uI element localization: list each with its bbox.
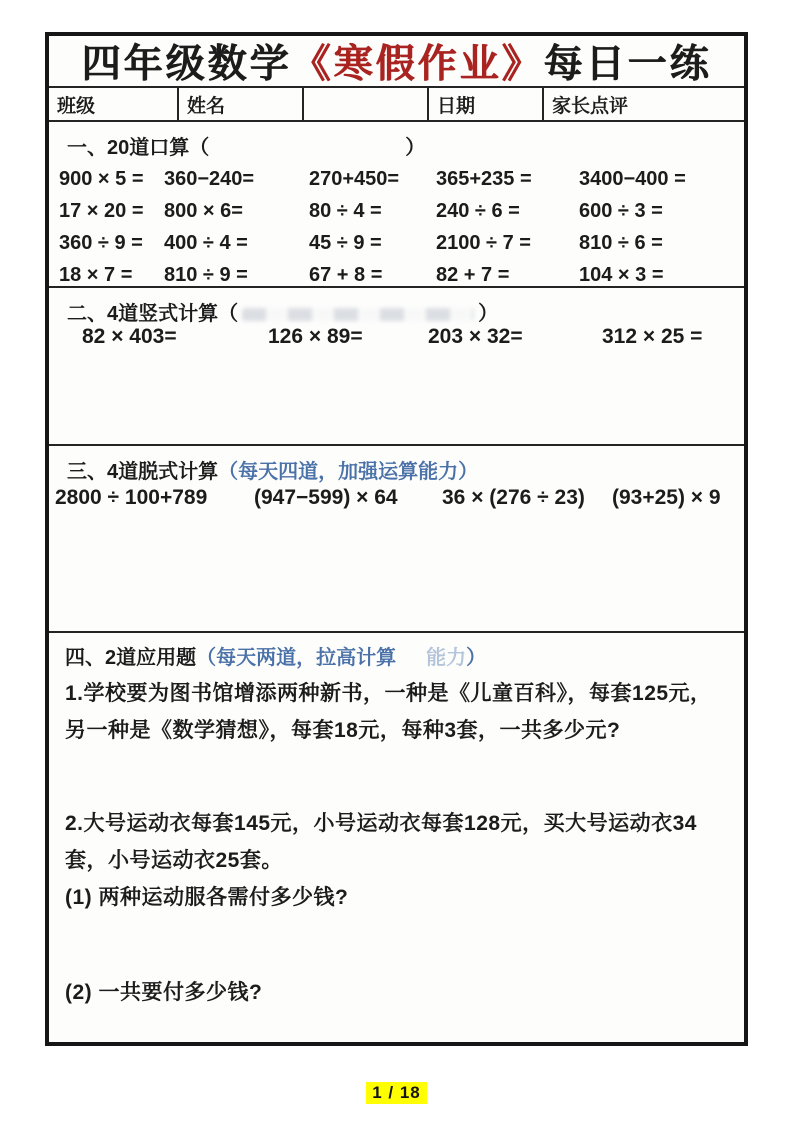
oral-problems-grid <box>49 168 744 287</box>
parent-review-cell <box>544 88 744 120</box>
worksheet-title <box>49 36 744 88</box>
vertical-problem: 126 × 89= <box>268 325 363 348</box>
oral-problem: 810 ÷ 6 = <box>579 232 663 254</box>
date-label: 日期 <box>437 95 476 117</box>
paren-close: ） <box>458 461 479 483</box>
oral-problem: 810 ÷ 9 = <box>164 264 248 286</box>
paren-open: （ <box>196 647 217 669</box>
word-problem-2-question-2: (2) 一共要付多少钱? <box>65 981 263 1004</box>
oral-problem: 2100 ÷ 7 = <box>436 232 531 254</box>
parent-review-label: 家长点评 <box>552 95 629 117</box>
oral-heading-text: 一、20道口算 <box>67 137 190 159</box>
oral-problem: 104 × 3 = <box>579 264 664 286</box>
class-label: 班级 <box>57 95 96 117</box>
word-note: 每天两道，拉高计算 <box>216 647 397 669</box>
oral-problem: 17 × 20 = <box>59 200 144 222</box>
oral-problem: 600 ÷ 3 = <box>579 200 663 222</box>
oral-problem: 900 × 5 = <box>59 168 144 190</box>
paren-open: （ <box>218 461 239 483</box>
paren-close: ） <box>478 303 499 325</box>
stepwise-problem: (947−599) × 64 <box>254 486 398 509</box>
name-cell <box>179 88 304 120</box>
section-oral-heading <box>49 122 744 160</box>
blank-cell <box>304 88 429 120</box>
title-book-name: 《寒假作业》 <box>291 43 544 86</box>
section-word-problems <box>49 633 744 1042</box>
title-prefix: 四年级数学 <box>81 43 292 86</box>
word-heading-text: 四、2道应用题 <box>65 647 197 669</box>
section-word-heading <box>65 641 728 670</box>
section-vertical-calc <box>49 288 744 446</box>
section-stepwise-calc <box>49 446 744 633</box>
stepwise-problem: 36 × (276 ÷ 23) <box>442 486 585 509</box>
oral-problem: 45 ÷ 9 = <box>309 232 382 254</box>
oral-problem: 18 × 7 = <box>59 264 133 286</box>
oral-problem: 400 ÷ 4 = <box>164 232 248 254</box>
date-cell <box>429 88 544 120</box>
vertical-problem: 312 × 25 = <box>602 325 703 348</box>
oral-problem: 80 ÷ 4 = <box>309 200 382 222</box>
paren-close: ） <box>466 647 487 669</box>
word-problem-2-question-1: (1) 两种运动服各需付多少钱? <box>65 886 349 909</box>
oral-problem: 67 + 8 = <box>309 264 383 286</box>
vertical-heading-text: 二、4道竖式计算 <box>67 303 219 325</box>
oral-problem: 360 ÷ 9 = <box>59 232 143 254</box>
word-problem-2: 2.大号运动衣每套145元，小号运动衣每套128元，买大号运动衣34套，小号运动衣25套。 <box>65 812 697 872</box>
paren-open: （ <box>189 137 210 159</box>
paren-close: ） <box>405 137 426 159</box>
section-stepwise-heading <box>49 446 744 484</box>
stepwise-heading-text: 三、4道脱式计算 <box>67 461 219 483</box>
stepwise-problem: (93+25) × 9 <box>612 486 721 509</box>
vertical-problem: 82 × 403= <box>82 325 177 348</box>
oral-problem: 82 + 7 = <box>436 264 510 286</box>
info-header-row <box>49 88 744 122</box>
section-vertical-heading <box>49 288 744 326</box>
section-oral-calc <box>49 122 744 288</box>
vertical-problem: 203 × 32= <box>428 325 523 348</box>
word-note-faded: 能力 <box>426 647 467 669</box>
oral-problem: 800 × 6= <box>164 200 243 222</box>
footer <box>0 1082 793 1104</box>
stepwise-problem: 2800 ÷ 100+789 <box>55 486 208 509</box>
oral-problem: 360−240= <box>164 168 255 190</box>
name-label: 姓名 <box>187 95 226 117</box>
oral-problem: 3400−400 = <box>579 168 686 190</box>
stepwise-note: 每天四道，加强运算能力 <box>238 461 459 483</box>
oral-problem: 240 ÷ 6 = <box>436 200 520 222</box>
class-cell <box>49 88 179 120</box>
oral-problem: 270+450= <box>309 168 400 190</box>
page-number-badge: 1 / 18 <box>366 1082 427 1104</box>
worksheet-table <box>45 32 748 1046</box>
oral-problem: 365+235 = <box>436 168 532 190</box>
erased-note-smudge <box>242 308 474 321</box>
paren-open: （ <box>218 303 239 325</box>
title-suffix: 每日一练 <box>543 43 712 86</box>
word-problem-1: 1.学校要为图书馆增添两种新书，一种是《儿童百科》，每套125元，另一种是《数学猜想》，每套18元，每种3套，一共多少元? <box>65 682 712 742</box>
